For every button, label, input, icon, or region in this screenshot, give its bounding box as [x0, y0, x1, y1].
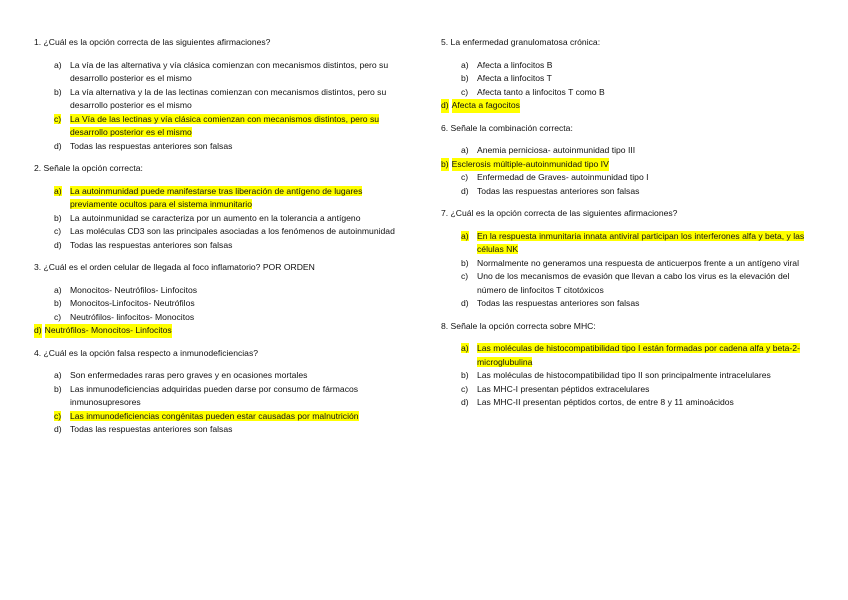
right-column: [441, 36, 813, 419]
answer-option: [34, 284, 412, 298]
question-text: 4. ¿Cuál es la opción falsa respecto a inmunodeficiencias?: [34, 347, 259, 358]
answer-option: [441, 270, 813, 297]
question-text: 6. Señale la combinación correcta:: [441, 122, 573, 133]
answer-option: [441, 369, 813, 383]
option-text: Enfermedad de Graves- autoinmunidad tipo I: [477, 172, 649, 182]
option-text-highlight: Las moléculas de histocompatibilidad tipo I están formadas por cadena alfa y beta-2-microglubulina: [477, 343, 800, 367]
option-letter: c): [54, 113, 62, 124]
option-text-cell: [477, 342, 813, 369]
option-text-cell: [70, 113, 412, 140]
answer-option: [441, 144, 813, 158]
answer-option: [34, 59, 412, 86]
question-block: [441, 320, 813, 410]
option-letter: b): [461, 73, 469, 83]
question-text: 5. La enfermedad granulomatosa crónica:: [441, 37, 601, 47]
option-text: Afecta a linfocitos T: [477, 73, 552, 83]
option-letter: c): [54, 311, 62, 322]
option-letter: a): [54, 284, 62, 295]
left-column: [34, 36, 412, 446]
option-letter: a): [461, 145, 469, 155]
option-letter-cell: [34, 113, 70, 140]
answer-option: [441, 297, 813, 311]
option-text: Las MHC-I presentan péptidos extracelulares: [477, 383, 650, 394]
option-letter: b): [54, 383, 62, 394]
option-letter: c): [461, 86, 469, 97]
option-letter-cell: [34, 185, 70, 212]
option-text-highlight: La autoinmunidad puede manifestarse tras liberación de antígeno de lugares previamente ocultos para el sistema inmunitario: [70, 185, 363, 209]
option-letter: a): [54, 370, 62, 380]
question-text: 2. Señale la opción correcta:: [34, 163, 143, 173]
question-block: [34, 36, 412, 153]
option-text: Neutrófilos- Monocitos- Linfocitos: [45, 324, 172, 338]
option-text: Esclerosis múltiple-autoinmunidad tipo IV: [452, 158, 609, 172]
option-text: Todas las respuestas anteriores son falsas: [477, 298, 640, 308]
option-letter: d): [461, 298, 469, 308]
option-letter-cell: [441, 230, 477, 257]
answer-option: [34, 140, 412, 154]
option-text: La autoinmunidad se caracteriza por un aumento en la tolerancia a antígeno: [70, 212, 361, 223]
answer-option: [441, 171, 813, 185]
answer-option: [441, 257, 813, 271]
question-text: 3. ¿Cuál es el orden celular de llegada al foco inflamatorio? POR ORDEN: [34, 262, 315, 272]
answer-option-highlighted: [441, 230, 813, 257]
question-text: 8. Señale la opción correcta sobre MHC:: [441, 320, 596, 331]
option-text-highlight: Las inmunodeficiencias congénitas pueden estar causadas por malnutrición: [70, 410, 359, 421]
option-letter: b): [54, 86, 62, 97]
option-text: Anemia perniciosa- autoinmunidad tipo III: [477, 145, 636, 155]
option-text-cell: [477, 230, 813, 257]
option-letter: d): [441, 99, 449, 113]
answer-option: [34, 311, 412, 325]
option-text: Todas las respuestas anteriores son falsas: [70, 140, 233, 151]
answer-option: [34, 383, 412, 410]
question-text: 1. ¿Cuál es la opción correcta de las siguientes afirmaciones?: [34, 37, 271, 47]
question-block: [34, 261, 412, 338]
option-text: Normalmente no generamos una respuesta de anticuerpos frente a un antígeno viral: [477, 257, 799, 268]
option-text: Neutrófilos- linfocitos- Monocitos: [70, 311, 195, 322]
option-letter: a): [54, 59, 62, 70]
question-text: 7. ¿Cuál es la opción correcta de las siguientes afirmaciones?: [441, 208, 678, 218]
answer-option: [441, 383, 813, 397]
option-text: Las MHC-II presentan péptidos cortos, de entre 8 y 11 aminoácidos: [477, 397, 734, 407]
option-text: La vía de las alternativa y vía clásica comienzan con mecanismos distintos, pero su desarrollo posterior es el mismo: [70, 59, 389, 83]
option-letter: d): [54, 140, 62, 151]
option-text: Afecta tanto a linfocitos T como B: [477, 86, 605, 97]
option-letter: c): [461, 172, 469, 182]
option-text: Afecta a fagocitos: [452, 99, 520, 113]
option-letter: d): [461, 185, 469, 196]
answer-option-highlighted: [34, 113, 412, 140]
option-letter: c): [54, 410, 62, 421]
option-text: Uno de los mecanismos de evasión que llevan a cabo los virus es la elevación del número de linfocitos T citotóxicos: [477, 271, 790, 295]
answer-option-highlighted: [441, 342, 813, 369]
option-text-cell: [70, 410, 412, 424]
answer-option: [34, 86, 412, 113]
option-letter: a): [461, 343, 469, 353]
option-letter: b): [461, 370, 469, 380]
answer-option: [441, 59, 813, 73]
option-text: Todas las respuestas anteriores son falsas: [70, 424, 233, 434]
option-letter-cell: [34, 410, 70, 424]
answer-option-highlighted: [34, 185, 412, 212]
option-letter: c): [461, 383, 469, 394]
answer-option: [34, 369, 412, 383]
option-text: Las inmunodeficiencias adquiridas pueden darse por consumo de fármacos inmunosupresores: [70, 383, 359, 407]
question-block: [34, 347, 412, 437]
option-letter: d): [461, 397, 469, 407]
option-letter: b): [461, 257, 469, 268]
answer-option: [34, 297, 412, 311]
option-text-highlight: La Vía de las lectinas y vía clásica comienzan con mecanismos distintos, pero su desarrollo posterior es el mismo: [70, 113, 380, 137]
answer-option: [34, 423, 412, 437]
answer-option: [441, 185, 813, 199]
option-text: Las moléculas CD3 son las principales asociadas a los fenómenos de autoinmunidad: [70, 226, 395, 236]
option-text-highlight: En la respuesta inmunitaria innata antiviral participan los interferones alfa y beta, y las células NK: [477, 230, 805, 254]
answer-option: [34, 225, 412, 239]
option-text: Monocitos- Neutrófilos- Linfocitos: [70, 284, 198, 295]
option-letter: d): [34, 324, 42, 338]
option-text: Todas las respuestas anteriores son falsas: [477, 185, 640, 196]
answer-option: [34, 239, 412, 253]
question-block: [441, 36, 813, 113]
option-letter: a): [54, 185, 62, 196]
answer-option: [441, 86, 813, 100]
answer-option-highlighted: [441, 158, 813, 172]
option-letter: c): [54, 226, 62, 236]
option-text: Son enfermedades raras pero graves y en ocasiones mortales: [70, 370, 308, 380]
answer-option: [441, 396, 813, 410]
option-text: La vía alternativa y la de las lectinas comienzan con mecanismos distintos, pero su desarrollo posterior es el mismo: [70, 86, 387, 110]
option-letter: d): [54, 424, 62, 434]
answer-option-highlighted: [34, 410, 412, 424]
option-letter: d): [54, 239, 62, 250]
answer-option: [34, 212, 412, 226]
option-letter: b): [54, 298, 62, 308]
option-text-cell: [70, 185, 412, 212]
question-block: [441, 207, 813, 311]
option-text: Las moléculas de histocompatibilidad tipo II son principalmente intracelulares: [477, 370, 771, 380]
option-letter: c): [461, 271, 469, 281]
option-letter: b): [441, 158, 449, 172]
option-letter: a): [461, 59, 469, 70]
question-block: [441, 122, 813, 199]
question-block: [34, 162, 412, 252]
answer-option: [441, 72, 813, 86]
answer-option-highlighted: [34, 324, 412, 338]
option-letter-cell: [441, 342, 477, 369]
option-text: Monocitos-Linfocitos- Neutrófilos: [70, 298, 195, 308]
option-text: Todas las respuestas anteriores son falsas: [70, 239, 233, 250]
option-text: Afecta a linfocitos B: [477, 59, 553, 70]
option-letter: a): [461, 230, 469, 241]
option-letter: b): [54, 212, 62, 223]
answer-option-highlighted: [441, 99, 813, 113]
